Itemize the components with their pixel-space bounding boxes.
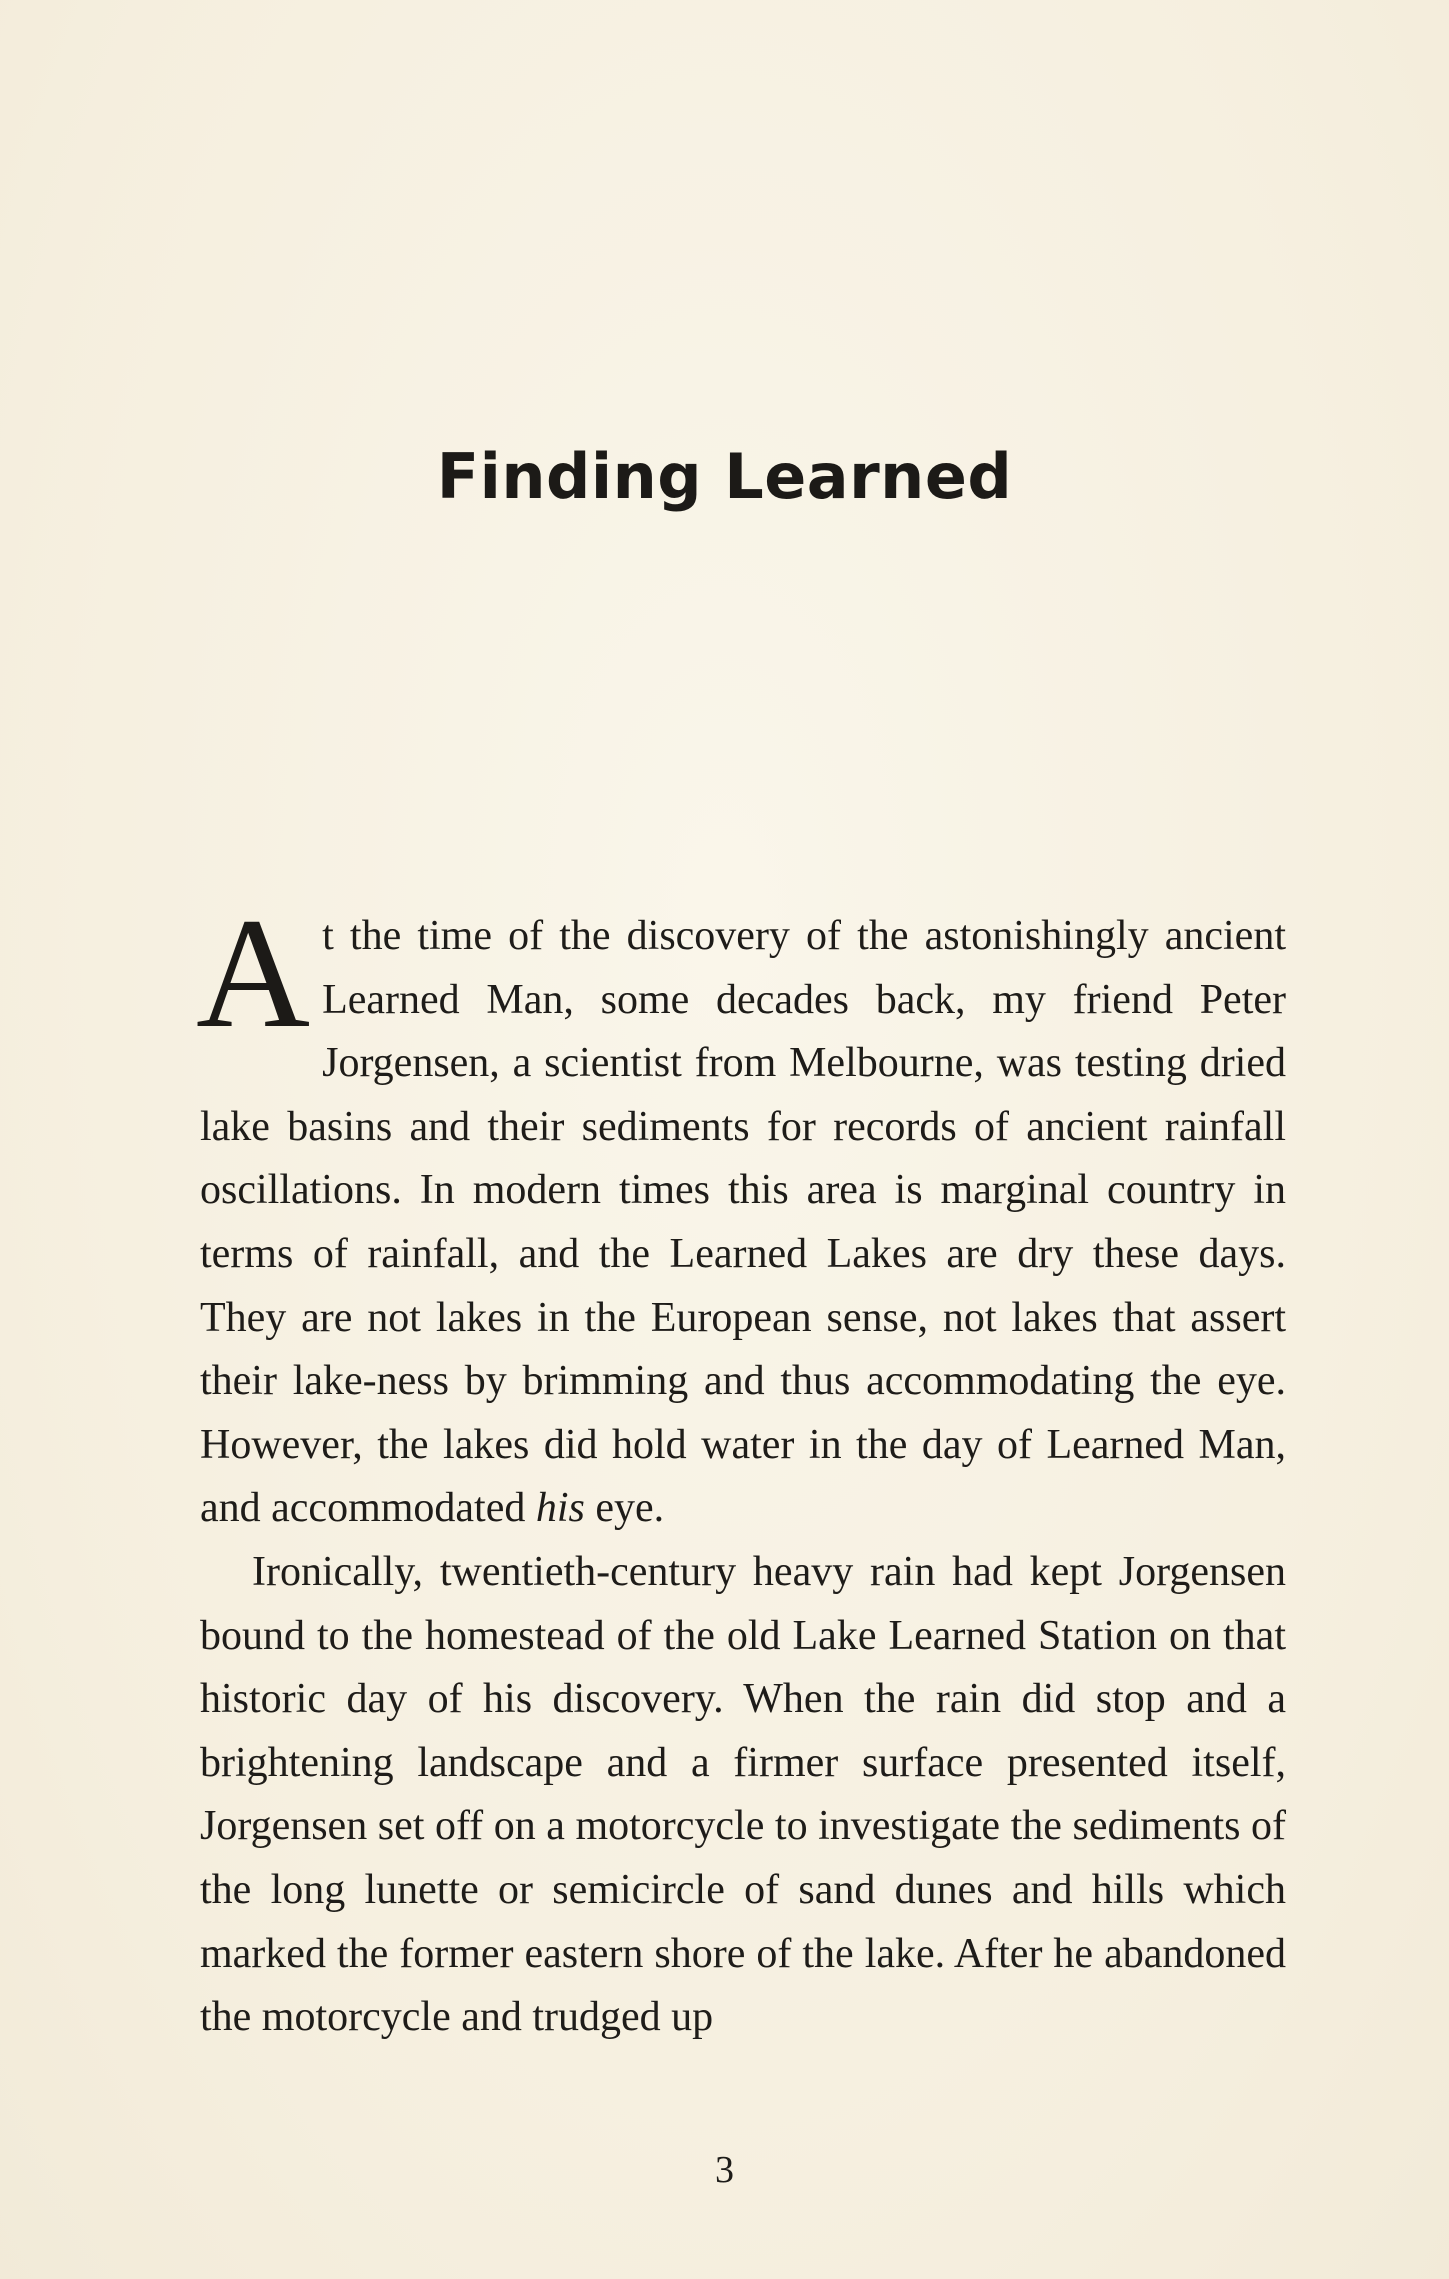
paragraph-1 [196,886,1286,1541]
chapter-title: Finding Learned [436,440,1013,513]
paragraph-1-italic: his [535,1485,585,1532]
paragraph-1-end: eye. [584,1485,665,1532]
paragraph-2: Ironically, twentieth-century heavy rain had kept Jorgensen bound to the homestead of the old Lake Learned Station on that historic day of his discovery. When the rain did stop and a brightening landscape and a firmer surface presented itself, Jorgensen set off on a motorcycle to investigate the sediments of the long lunette or semicircle of sand dunes and hills which marked the former eastern shore of the lake. After he abandoned the motorcycle and trudged up [200,1548,1286,2041]
page-number: 3 [715,2149,734,2191]
body-text [196,886,1286,2050]
drop-cap: A [196,886,311,1061]
paragraph-1-text: t the time of the discovery of the astonishingly ancient Learned Man, some decades back, my friend Peter Jorgensen, a scientist from Melbourne, was testing dried lake basins and their sediments for records of ancient rainfall oscillations. In modern times this area is marginal country in terms of rainfall, and the Learned Lakes are dry these days. They are not lakes in the European sense, not lakes that assert their lake-ness by brimming and thus accommodating the eye. However, the lakes did hold water in the day of Learned Man, and accommodated [200,913,1286,1532]
